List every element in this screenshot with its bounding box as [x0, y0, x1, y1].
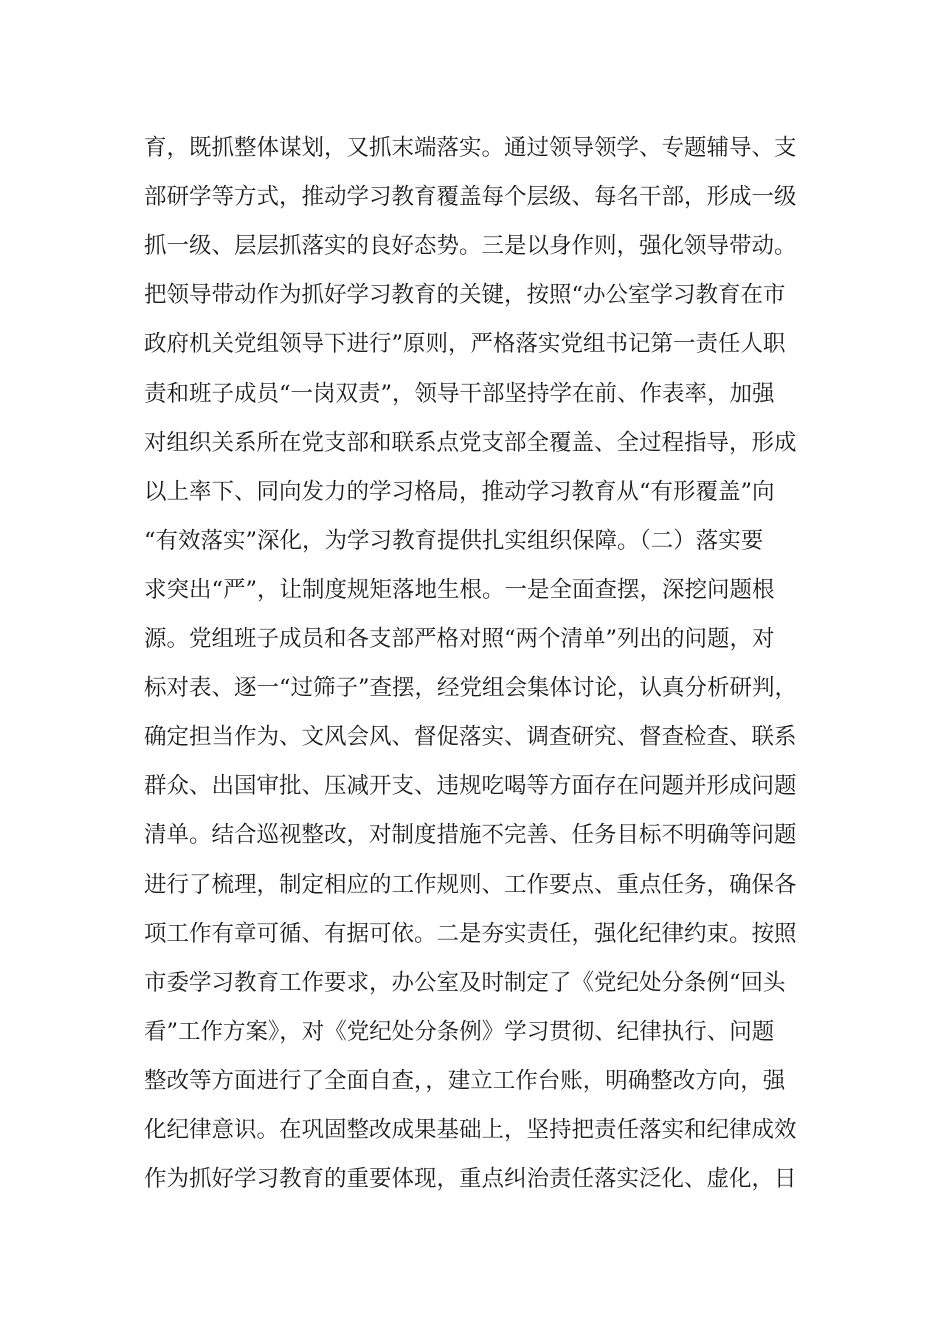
text-line: 把领导带动作为抓好学习教育的关键，按照“办公室学习教育在市 — [144, 282, 786, 309]
text-line: 确定担当作为、文风会风、督促落实、调查研究、督查检查、联系 — [144, 724, 797, 751]
text-line: 化纪律意识。在巩固整改成果基础上，坚持把责任落实和纪律成效 — [144, 1117, 797, 1143]
text-line: 群众、出国审批、压减开支、违规吃喝等方面存在问题并形成问题 — [144, 773, 797, 800]
text-line: 责和班子成员“一岗双责”，领导干部坚持学在前、作表率，加强 — [144, 380, 775, 407]
text-line: 育，既抓整体谋划，又抓末端落实。通过领导领学、专题辅导、支 — [144, 135, 797, 161]
text-line: 政府机关党组领导下进行”原则，严格落实党组书记第一责任人职 — [144, 331, 786, 358]
text-line: 看”工作方案》，对《党纪处分条例》学习贯彻、纪律执行、问题 — [144, 1018, 775, 1045]
text-line: 作为抓好学习教育的重要体现，重点纠治责任落实泛化、虚化，日 — [144, 1166, 797, 1193]
text-line: 部研学等方式，推动学习教育覆盖每个层级、每名干部，形成一级 — [144, 184, 797, 211]
text-line: 清单。结合巡视整改，对制度措施不完善、任务目标不明确等问题 — [144, 822, 797, 849]
text-line: 项工作有章可循、有据可依。二是夯实责任，强化纪律约束。按照 — [144, 920, 797, 947]
text-line: 求突出“严”，让制度规矩落地生根。一是全面查摆，深挖问题根 — [144, 576, 775, 603]
text-line: “有效落实”深化，为学习教育提供扎实组织保障。（二）落实要 — [144, 527, 764, 554]
text-line: 标对表、逐一“过筛子”查摆，经党组会集体讨论，认真分析研判， — [144, 675, 798, 702]
text-line: 市委学习教育工作要求，办公室及时制定了《党纪处分条例“回头 — [144, 969, 786, 996]
text-line: 对组织关系所在党支部和联系点党支部全覆盖、全过程指导，形成 — [144, 429, 797, 456]
text-line: 进行了梳理，制定相应的工作规则、工作要点、重点任务，确保各 — [144, 871, 797, 898]
text-line: 抓一级、层层抓落实的良好态势。三是以身作则，强化领导带动。 — [144, 233, 797, 260]
text-line: 以上率下、同向发力的学习格局，推动学习教育从“有形覆盖”向 — [144, 478, 775, 505]
text-line: 整改等方面进行了全面自查，，建立工作台账，明确整改方向，强 — [144, 1067, 786, 1094]
text-line: 源。党组班子成员和各支部严格对照“两个清单”列出的问题，对 — [144, 626, 775, 652]
